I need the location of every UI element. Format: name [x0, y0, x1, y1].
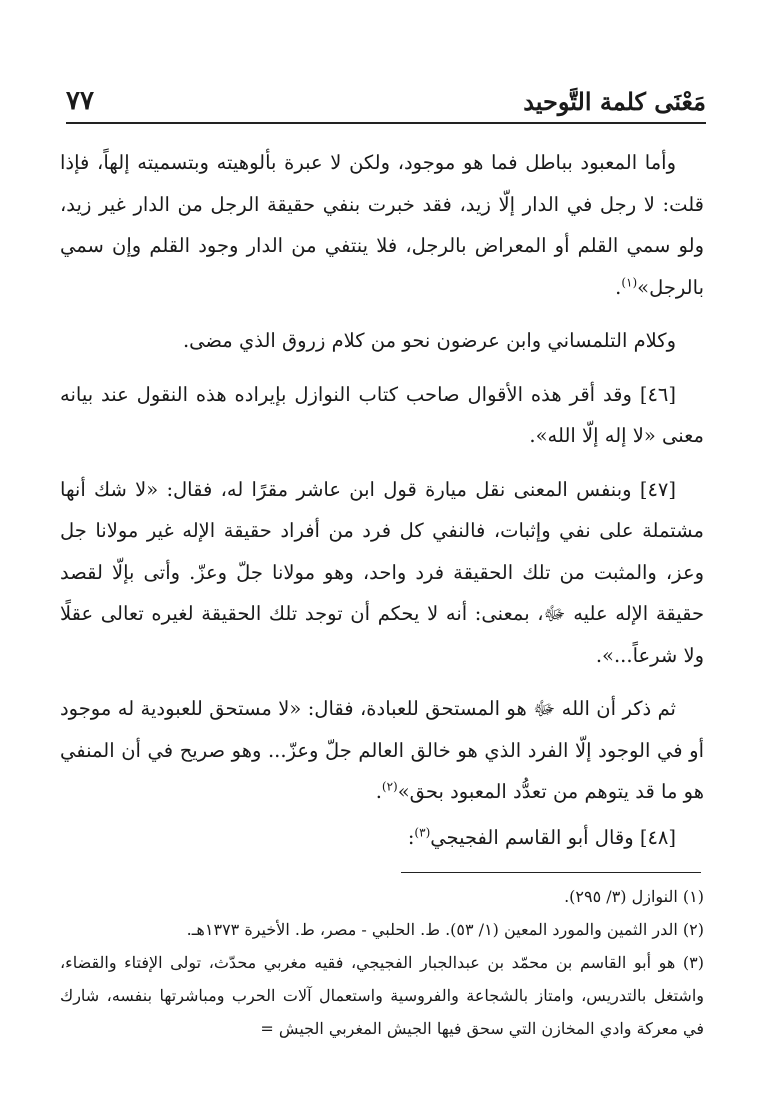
- paragraph: [60, 817, 704, 859]
- footnote-ref: (١): [621, 275, 638, 289]
- paragraph: [60, 320, 704, 362]
- paragraph: [60, 688, 704, 813]
- running-title: مَعْنَى كلمة التَّوحيد: [523, 87, 706, 116]
- footnote: (٢) الدر الثمين والمورد المعين (١/ ٥٣). ط. الحلبي - مصر، ط. الأخيرة ١٣٧٣هـ.: [186, 920, 704, 939]
- paragraph-text: وأما المعبود بباطل فما هو موجود، ولكن لا عبرة بألوهيته وبتسميته إلهاً، فإذا قلت: لا رجل في الدار إلّا زيد، فقد خبرت بنفي حقيقة الرجل من الدار غير زيد، ولو سمي القلم أو المعراض بالرجل، فلا ينتفي من الدار وجود القلم وإن سمي بالرجل»: [60, 151, 704, 299]
- paragraph: [60, 374, 704, 457]
- page-number: ٧٧: [66, 86, 94, 116]
- paragraph-text: وكلام التلمساني وابن عرضون نحو من كلام زروق الذي مضى.: [182, 329, 676, 352]
- paragraph-text: ثم ذكر أن الله ﷻ هو المستحق للعبادة، فقال: «لا مستحق للعبودية له موجود أو في الوجود إلّا الفرد الذي هو خالق العالم جلّ وعزّ... وهو صريح في أن المنفي هو ما قد يتوهم من تعدُّد المعبود بحق»: [60, 697, 704, 803]
- footnote-divider: [401, 872, 701, 873]
- paragraph: [60, 142, 704, 308]
- footnote: (١) النوازل (٣/ ٢٩٥).: [564, 887, 704, 906]
- paragraph: [60, 469, 704, 677]
- main-text: [60, 142, 704, 870]
- footnote: (٣) هو أبو القاسم بن محمّد بن عبدالجبار الفجيجي، فقيه مغربي محدّث، تولى الإفتاء والقضاء، واشتغل بالتدريس، وامتاز بالشجاعة والفروسية واستعمال آلات الحرب ومباشرتها بنفسه، شارك في معركة وادي المخازن التي سحق فيها الجيش المغربي الجيش =: [60, 953, 704, 1038]
- paragraph-tail: .: [615, 275, 622, 299]
- paragraph-text: [٤٦] وقد أقر هذه الأقوال صاحب كتاب النوازل بإيراده هذه النقول عند بيانه معنى «لا إله إلّا الله».: [60, 382, 704, 447]
- paragraph-tail: :: [407, 825, 415, 849]
- paragraph-text: [٤٧] وبنفس المعنى نقل ميارة قول ابن عاشر مقرًا له، فقال: «لا شك أنها مشتملة على نفي وإثبات، فالنفي كل فرد من أفراد حقيقة الإله غير مولانا جل وعز، والمثبت من تلك الحقيقة فرد واحد، وهو مولانا جلّ وعزّ. وأتى بإلّا لقصد حقيقة الإله عليه ﷻ، بمعنى: أنه لا يحكم أن توجد تلك الحقيقة لغيره تعالى عقلًا ولا شرعاً...».: [60, 477, 704, 667]
- page-header: [66, 78, 706, 124]
- footnote-ref: (٣): [414, 825, 431, 839]
- paragraph-tail: .: [375, 780, 382, 803]
- paragraph-text: [٤٨] وقال أبو القاسم الفجيجي: [430, 825, 676, 849]
- footnotes: [60, 880, 704, 1045]
- footnote-ref: (٢): [381, 779, 398, 794]
